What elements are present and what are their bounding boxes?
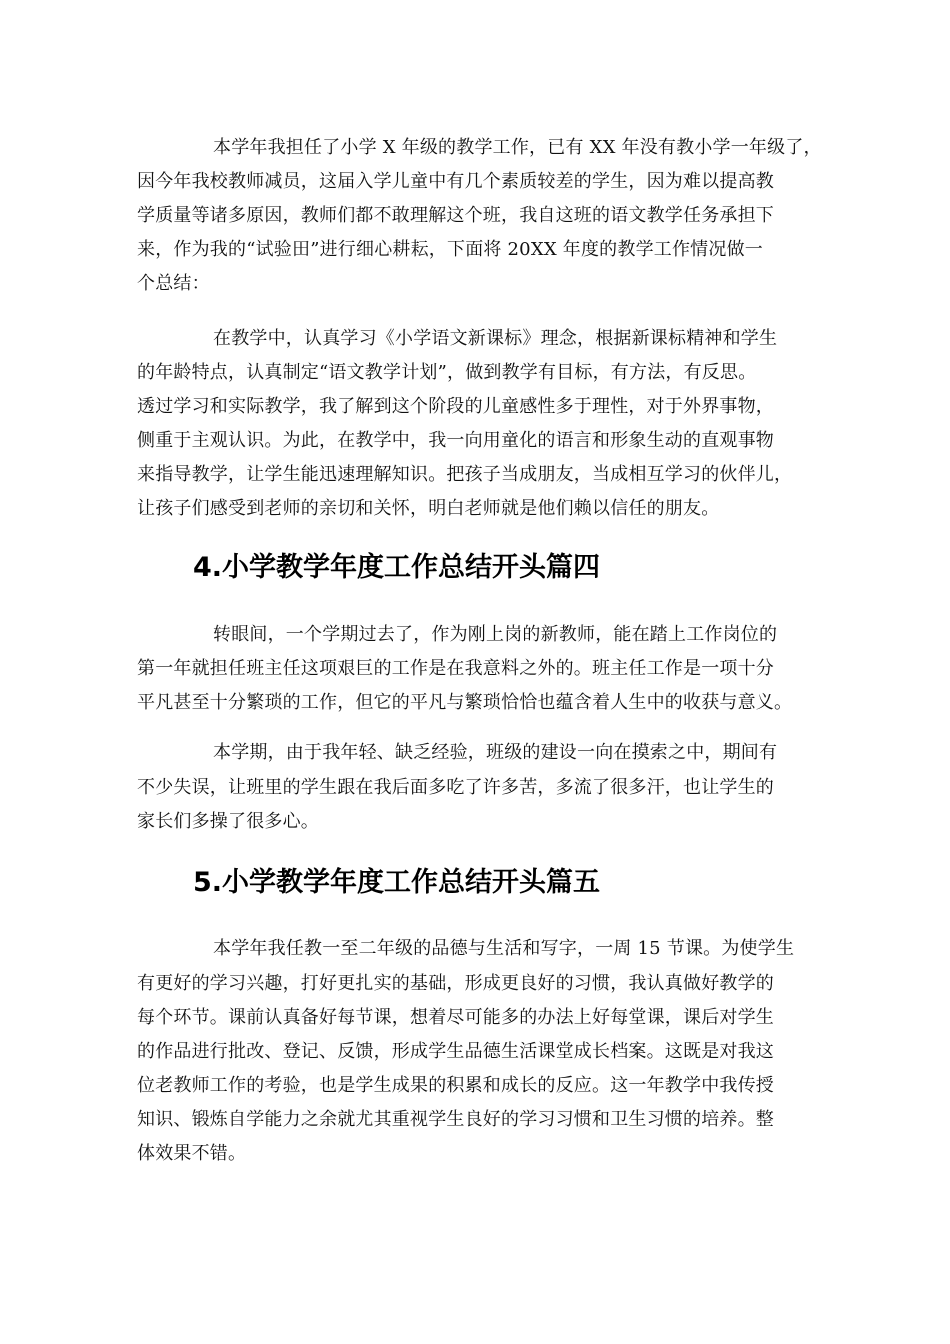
text-line: 体效果不错。 <box>137 1143 247 1164</box>
text-line: 让孩子们感受到老师的亲切和关怀，明白老师就是他们赖以信任的朋友。 <box>137 498 720 519</box>
text-line: 平凡甚至十分繁琐的工作，但它的平凡与繁琐恰恰也蕴含着人生中的收获与意义。 <box>137 692 793 713</box>
text-line: 不少失误，让班里的学生跟在我后面多吃了许多苦，多流了很多汗，也让学生的 <box>137 777 774 798</box>
text-line: 个总结： <box>137 273 210 294</box>
text-line: 位老教师工作的考验，也是学生成果的积累和成长的反应。这一年教学中我传授 <box>137 1075 774 1096</box>
text-line: 本学年我担任了小学 X 年级的教学工作，已有 XX 年没有教小学一年级了， <box>213 137 822 158</box>
text-line: 侧重于主观认识。为此，在教学中，我一向用童化的语言和形象生动的直观事物 <box>137 430 774 451</box>
text-line: 本学年我任教一至二年级的品德与生活和写字，一周 15 节课。为使学生 <box>213 938 795 959</box>
text-line: 本学期，由于我年轻、缺乏经验，班级的建设一向在摸索之中，期间有 <box>213 742 778 763</box>
text-line: 的作品进行批改、登记、反馈，形成学生品德生活课堂成长档案。这既是对我这 <box>137 1041 774 1062</box>
text-line: 学质量等诸多原因，教师们都不敢理解这个班，我自这班的语文教学任务承担下 <box>137 205 774 226</box>
section-heading-5: 5.小学教学年度工作总结开头篇五 <box>193 867 601 898</box>
text-line: 第一年就担任班主任这项艰巨的工作是在我意料之外的。班主任工作是一项十分 <box>137 658 774 679</box>
text-line: 家长们多操了很多心。 <box>137 811 319 832</box>
text-line: 转眼间，一个学期过去了，作为刚上岗的新教师，能在踏上工作岗位的 <box>213 624 778 645</box>
text-line: 在教学中，认真学习《小学语文新课标》理念，根据新课标精神和学生 <box>213 328 778 349</box>
text-line: 来，作为我的“试验田”进行细心耕耘，下面将 20XX 年度的教学工作情况做一 <box>137 239 763 260</box>
text-line: 每个环节。课前认真备好每节课，想着尽可能多的办法上好每堂课，课后对学生 <box>137 1007 774 1028</box>
text-line: 的年龄特点，认真制定“语文教学计划”，做到教学有目标，有方法，有反思。 <box>137 362 757 383</box>
text-line: 有更好的学习兴趣，打好更扎实的基础，形成更良好的习惯，我认真做好教学的 <box>137 973 774 994</box>
section-heading-4: 4.小学教学年度工作总结开头篇四 <box>193 552 601 583</box>
text-line: 知识、锻炼自学能力之余就尤其重视学生良好的学习习惯和卫生习惯的培养。整 <box>137 1109 774 1130</box>
text-line: 透过学习和实际教学，我了解到这个阶段的儿童感性多于理性，对于外界事物， <box>137 396 774 417</box>
text-line: 来指导教学，让学生能迅速理解知识。把孩子当成朋友，当成相互学习的伙伴儿， <box>137 464 793 485</box>
text-line: 因今年我校教师减员，这届入学儿童中有几个素质较差的学生，因为难以提高教 <box>137 171 774 192</box>
